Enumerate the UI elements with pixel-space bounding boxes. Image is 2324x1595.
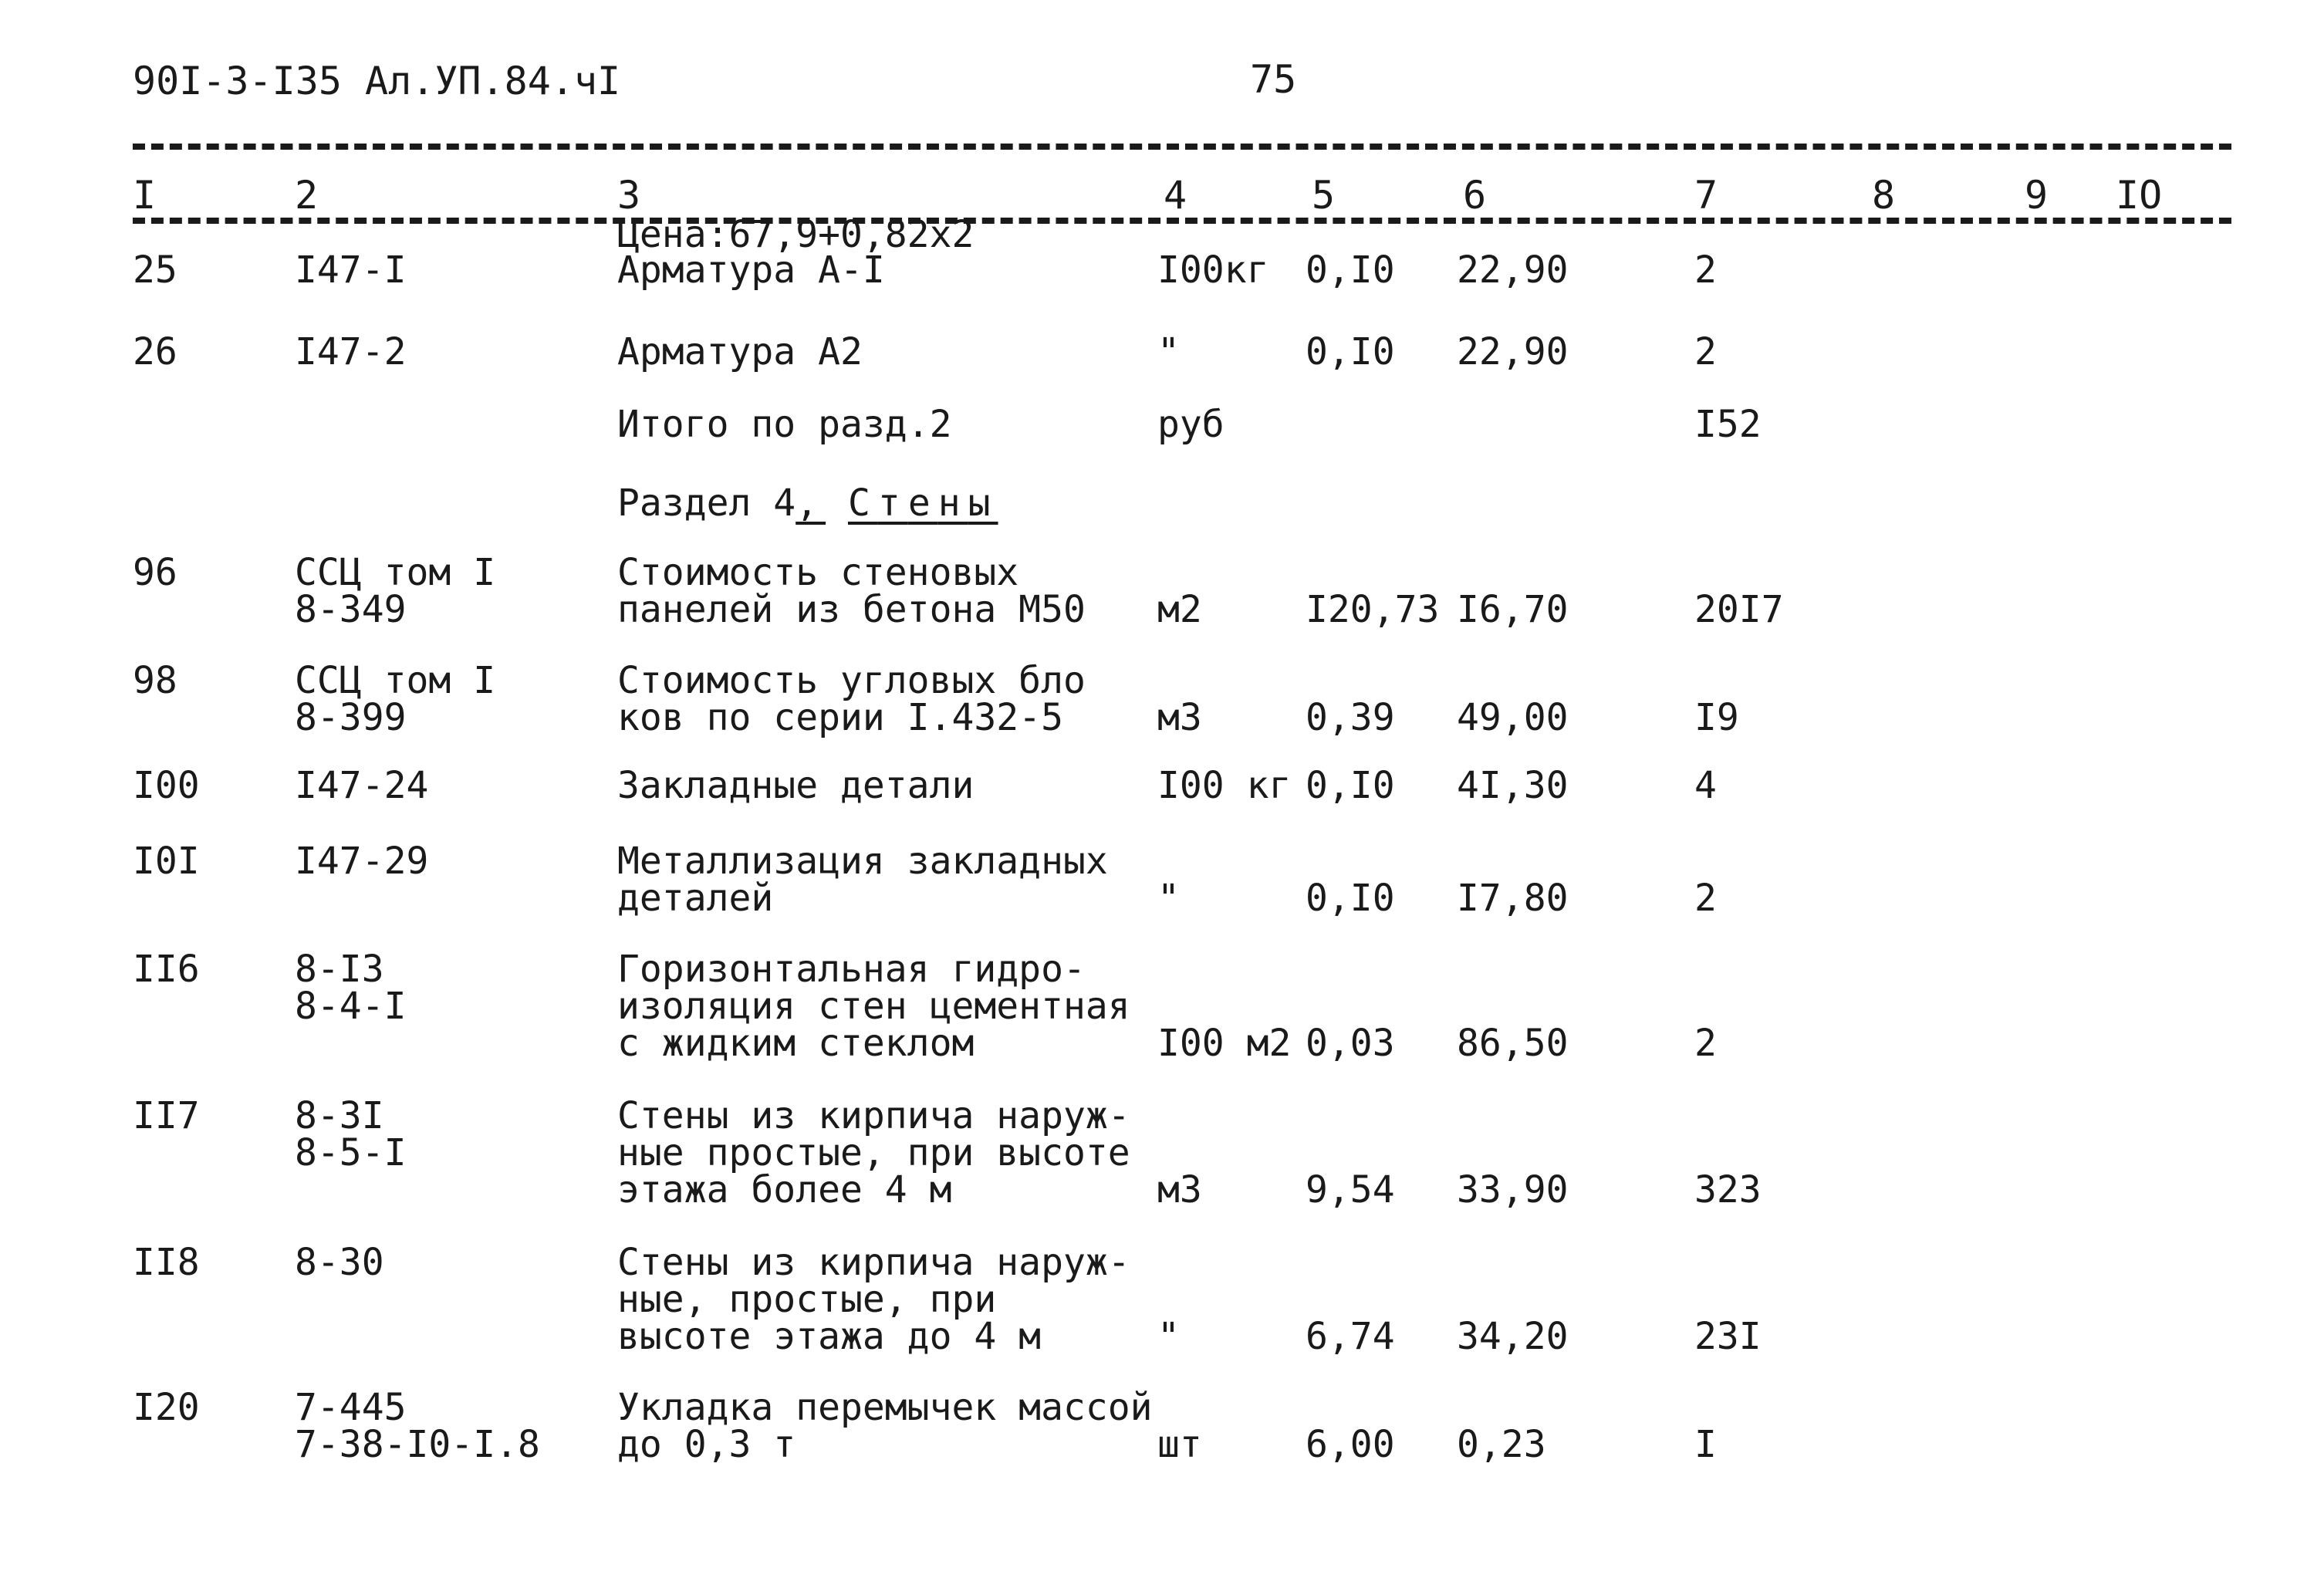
row-number: II8 xyxy=(133,1241,200,1284)
quantity-cell: 0,03 xyxy=(1306,1022,1395,1065)
column-header-1: I xyxy=(133,173,157,218)
section-heading-letter: т xyxy=(877,482,908,525)
code-cell: 8-3I xyxy=(295,1094,384,1137)
document-code: 90I-3-I35 Ал.УП.84.чI xyxy=(133,59,621,103)
description-cell: Укладка перемычек массой xyxy=(617,1386,1153,1429)
code-cell: ССЦ том I xyxy=(295,551,496,594)
total-cell: 4 xyxy=(1694,764,1717,807)
description-cell: изоляция стен цементная xyxy=(617,985,1130,1028)
section-heading-separator: , xyxy=(795,482,826,525)
total-cell: I xyxy=(1694,1423,1717,1466)
section-heading-letter: н xyxy=(937,482,968,525)
section-heading-letter: е xyxy=(907,482,938,525)
code-cell: I47-29 xyxy=(295,840,429,883)
quantity-cell: I20,73 xyxy=(1306,588,1440,631)
column-header-dash-rule xyxy=(133,218,2231,224)
quantity-cell: 0,39 xyxy=(1306,696,1395,739)
quantity-cell: 9,54 xyxy=(1306,1168,1395,1211)
row-number: I20 xyxy=(133,1386,200,1429)
description-cell: ные простые, при высоте xyxy=(617,1131,1130,1174)
quantity-cell: 0,I0 xyxy=(1306,764,1395,807)
total-cell: I9 xyxy=(1694,696,1739,739)
description-cell: Арматура А-I xyxy=(617,248,885,292)
total-cell: 2 xyxy=(1694,1022,1717,1065)
column-header-9: 9 xyxy=(2025,173,2049,218)
column-header-6: 6 xyxy=(1463,173,1487,218)
row-number: 25 xyxy=(133,248,177,292)
description-cell: Стены из кирпича наруж- xyxy=(617,1094,1130,1137)
unit-price-cell: 0,23 xyxy=(1457,1423,1546,1466)
description-cell: Стены из кирпича наруж- xyxy=(617,1241,1130,1284)
code-cell: 8-5-I xyxy=(295,1131,407,1174)
total-cell: I52 xyxy=(1694,403,1762,446)
unit-cell: м3 xyxy=(1157,1168,1202,1211)
description-cell: с жидким стеклом xyxy=(617,1022,975,1065)
quantity-cell: 6,00 xyxy=(1306,1423,1395,1466)
page-number: 75 xyxy=(1250,57,1297,102)
column-header-2: 2 xyxy=(295,173,319,218)
unit-price-cell: 86,50 xyxy=(1457,1022,1569,1065)
unit-price-cell: 22,90 xyxy=(1457,248,1569,292)
unit-price-cell: 34,20 xyxy=(1457,1315,1569,1358)
row-number: I00 xyxy=(133,764,200,807)
unit-cell: м2 xyxy=(1157,588,1202,631)
column-header-5: 5 xyxy=(1312,173,1336,218)
unit-price-cell: I7,80 xyxy=(1457,877,1569,920)
column-header-10: IO xyxy=(2116,173,2163,218)
header-dash-rule xyxy=(133,144,2231,150)
total-cell: 2 xyxy=(1694,877,1717,920)
total-cell: 20I7 xyxy=(1694,588,1784,631)
unit-price-cell: 4I,30 xyxy=(1457,764,1569,807)
price-note: Цена:67,9+0,82х2 xyxy=(617,213,975,256)
description-cell: панелей из бетона М50 xyxy=(617,588,1086,631)
unit-cell: I00кг xyxy=(1157,248,1269,292)
quantity-cell: 0,I0 xyxy=(1306,330,1395,373)
description-cell: Стоимость стеновых xyxy=(617,551,1019,594)
total-cell: 2 xyxy=(1694,248,1717,292)
description-cell: деталей xyxy=(617,877,774,920)
row-number: 98 xyxy=(133,659,177,702)
description-cell: Закладные детали xyxy=(617,764,975,807)
unit-price-cell: 33,90 xyxy=(1457,1168,1569,1211)
code-cell: 8-349 xyxy=(295,588,407,631)
unit-cell: шт xyxy=(1157,1423,1202,1466)
code-cell: ССЦ том I xyxy=(295,659,496,702)
unit-cell: " xyxy=(1157,1315,1180,1358)
code-cell: 7-445 xyxy=(295,1386,407,1429)
description-cell: Горизонтальная гидро- xyxy=(617,948,1086,991)
code-cell: I47-24 xyxy=(295,764,429,807)
row-number: II6 xyxy=(133,948,200,991)
unit-cell: " xyxy=(1157,877,1180,920)
section-heading-letter: ы xyxy=(968,482,998,525)
code-cell: I47-I xyxy=(295,248,407,292)
row-number: I0I xyxy=(133,840,200,883)
row-number: 96 xyxy=(133,551,177,594)
description-cell: этажа более 4 м xyxy=(617,1168,952,1211)
quantity-cell: 0,I0 xyxy=(1306,877,1395,920)
description-cell: Металлизация закладных xyxy=(617,840,1108,883)
code-cell: I47-2 xyxy=(295,330,407,373)
section-heading-letter: С xyxy=(848,482,878,525)
total-cell: 23I xyxy=(1694,1315,1762,1358)
description-cell: Арматура А2 xyxy=(617,330,863,373)
unit-cell: м3 xyxy=(1157,696,1202,739)
description-cell: ков по серии I.432-5 xyxy=(617,696,1063,739)
description-cell: Стоимость угловых бло xyxy=(617,659,1086,702)
code-cell: 8-4-I xyxy=(295,985,407,1028)
unit-price-cell: I6,70 xyxy=(1457,588,1569,631)
unit-cell: I00 кг xyxy=(1157,764,1292,807)
description-cell: Итого по разд.2 xyxy=(617,403,952,446)
column-header-4: 4 xyxy=(1164,173,1187,218)
quantity-cell: 6,74 xyxy=(1306,1315,1395,1358)
column-header-8: 8 xyxy=(1872,173,1896,218)
total-cell: 323 xyxy=(1694,1168,1762,1211)
unit-cell: " xyxy=(1157,330,1180,373)
section-heading xyxy=(617,482,998,525)
code-cell: 7-38-I0-I.8 xyxy=(295,1423,540,1466)
column-header-3: 3 xyxy=(617,173,641,218)
total-cell: 2 xyxy=(1694,330,1717,373)
unit-price-cell: 22,90 xyxy=(1457,330,1569,373)
code-cell: 8-30 xyxy=(295,1241,384,1284)
row-number: II7 xyxy=(133,1094,200,1137)
description-cell: ные, простые, при xyxy=(617,1278,997,1321)
code-cell: 8-399 xyxy=(295,696,407,739)
unit-cell: I00 м2 xyxy=(1157,1022,1292,1065)
unit-price-cell: 49,00 xyxy=(1457,696,1569,739)
description-cell: до 0,3 т xyxy=(617,1423,796,1466)
code-cell: 8-I3 xyxy=(295,948,384,991)
row-number: 26 xyxy=(133,330,177,373)
column-header-7: 7 xyxy=(1694,173,1718,218)
description-cell: высоте этажа до 4 м xyxy=(617,1315,1042,1358)
section-heading-prefix: Раздел 4 xyxy=(617,482,796,525)
unit-cell: руб xyxy=(1157,403,1224,446)
quantity-cell: 0,I0 xyxy=(1306,248,1395,292)
